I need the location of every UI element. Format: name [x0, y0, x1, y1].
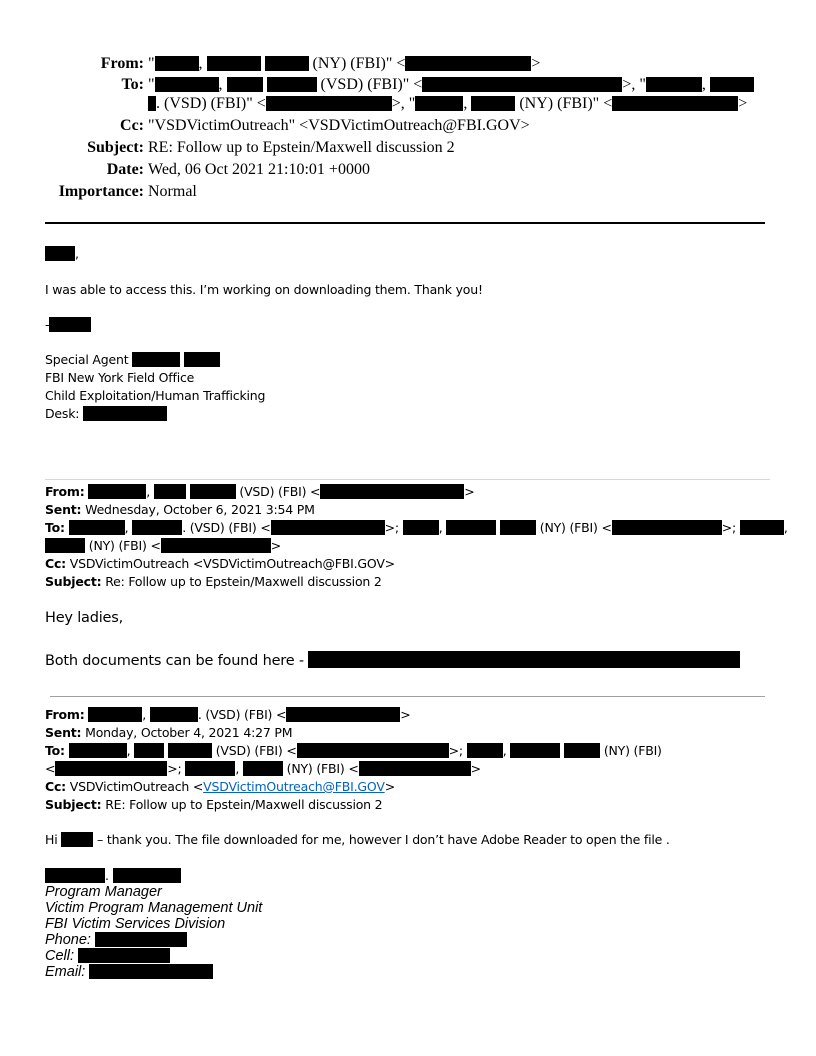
msg3-subject: Subject: RE: Follow up to Epstein/Maxwell discussion 2	[45, 797, 383, 812]
msg3-to-line2: < >; , (NY) (FBI) < >	[45, 761, 481, 776]
redaction	[359, 761, 471, 776]
redaction	[500, 520, 536, 535]
redaction	[510, 743, 560, 758]
redaction	[190, 484, 236, 499]
redaction	[185, 761, 235, 776]
redaction	[132, 520, 182, 535]
redaction	[55, 761, 167, 776]
from-text: (NY) (FBI)" <	[312, 55, 406, 72]
redaction	[405, 56, 531, 71]
from-label: From:	[100, 55, 144, 72]
msg2-greeting: Hey ladies,	[45, 610, 124, 626]
redaction	[154, 484, 186, 499]
msg3-sent: Sent: Monday, October 4, 2021 4:27 PM	[45, 725, 293, 740]
redaction	[267, 77, 317, 92]
redaction	[403, 520, 439, 535]
to-text: . (VSD) (FBI)" <	[156, 95, 266, 112]
sig-phone: Phone:	[45, 932, 187, 948]
to-value-line1: " , (VSD) (FBI)" < >, " ,	[148, 76, 754, 94]
cc-value: "VSDVictimOutreach" <VSDVictimOutreach@FBI.GOV>	[148, 117, 530, 134]
redaction	[161, 538, 271, 553]
redaction	[113, 868, 181, 883]
msg3-to-line1: To: , (VSD) (FBI) < >; , (NY) (FBI)	[45, 743, 662, 758]
msg3-body: Hi – thank you. The file downloaded for me, however I don’t have Adobe Reader to open the file .	[45, 832, 670, 847]
redaction	[646, 77, 702, 92]
redaction	[168, 743, 212, 758]
from-value: " , (NY) (FBI)" < >	[148, 55, 541, 72]
redaction	[297, 743, 449, 758]
redaction	[271, 520, 385, 535]
message-divider	[50, 696, 765, 697]
redaction	[148, 96, 156, 111]
redaction	[88, 707, 142, 722]
redaction	[155, 77, 219, 92]
redaction	[564, 743, 600, 758]
subject-value: RE: Follow up to Epstein/Maxwell discussion 2	[148, 139, 455, 156]
sig-unit: Child Exploitation/Human Trafficking	[45, 388, 266, 403]
msg2-subject: Subject: Re: Follow up to Epstein/Maxwell discussion 2	[45, 574, 382, 589]
msg2-to-line2: (NY) (FBI) < >	[45, 538, 281, 553]
redaction	[184, 352, 220, 367]
sig-office: FBI New York Field Office	[45, 370, 195, 385]
redaction	[45, 246, 75, 261]
redaction	[612, 520, 722, 535]
salutation: ,	[45, 246, 79, 261]
to-text: (NY) (FBI)" <	[519, 95, 613, 112]
sig-title: Program Manager	[45, 884, 162, 900]
redaction	[45, 868, 105, 883]
redaction	[243, 761, 283, 776]
redaction	[446, 520, 496, 535]
msg2-to-line1: To: , . (VSD) (FBI) < >; , (NY) (FBI) < >; ,	[45, 520, 788, 535]
msg3-from: From: , . (VSD) (FBI) < >	[45, 707, 411, 722]
sig-desk: Desk:	[45, 406, 167, 421]
importance-label: Importance:	[58, 183, 144, 200]
reply-body: I was able to access this. I’m working on downloading them. Thank you!	[45, 282, 483, 297]
redaction	[45, 538, 85, 553]
redaction	[467, 743, 503, 758]
to-label: To:	[121, 76, 144, 93]
reply-signoff: -	[45, 317, 91, 332]
redaction	[320, 484, 464, 499]
redaction	[132, 352, 180, 367]
email-link[interactable]: VSDVictimOutreach@FBI.GOV	[203, 779, 385, 794]
to-text: (VSD) (FBI)" <	[320, 76, 423, 93]
redaction	[227, 77, 263, 92]
redaction	[422, 77, 622, 92]
sig-email: Email:	[45, 964, 213, 980]
msg3-cc: Cc: VSDVictimOutreach <VSDVictimOutreach@FBI.GOV>	[45, 779, 395, 794]
redaction	[61, 832, 93, 847]
redaction	[49, 317, 91, 332]
redaction	[83, 406, 167, 421]
redaction	[612, 96, 738, 111]
sig-title: Special Agent	[45, 352, 220, 367]
subject-label: Subject:	[87, 139, 144, 156]
redaction	[286, 707, 400, 722]
sig-unit: Victim Program Management Unit	[45, 900, 263, 916]
redaction	[471, 96, 515, 111]
redaction	[88, 484, 146, 499]
redaction	[308, 651, 740, 668]
redaction	[415, 96, 463, 111]
redaction	[265, 56, 309, 71]
importance-value: Normal	[148, 183, 197, 200]
redaction	[155, 56, 199, 71]
redaction	[69, 520, 125, 535]
msg2-sent: Sent: Wednesday, October 6, 2021 3:54 PM	[45, 502, 315, 517]
to-value-line2: . (VSD) (FBI)" < >, " , (NY) (FBI)" < >	[148, 95, 747, 113]
date-label: Date:	[106, 161, 144, 178]
sig-division: FBI Victim Services Division	[45, 916, 226, 932]
sig-cell: Cell:	[45, 948, 170, 964]
redaction	[150, 707, 198, 722]
redaction	[95, 932, 187, 947]
msg2-cc: Cc: VSDVictimOutreach <VSDVictimOutreach@FBI.GOV>	[45, 556, 395, 571]
msg2-from: From: , (VSD) (FBI) < >	[45, 484, 475, 499]
redaction	[69, 743, 127, 758]
header-divider	[45, 222, 765, 224]
redaction	[710, 77, 754, 92]
cc-label: Cc:	[120, 117, 144, 134]
message-divider	[45, 479, 770, 480]
date-value: Wed, 06 Oct 2021 21:10:01 +0000	[148, 161, 370, 178]
redaction	[266, 96, 392, 111]
msg3-sig-name: .	[45, 868, 181, 883]
redaction	[89, 964, 213, 979]
msg2-body: Both documents can be found here -	[45, 651, 740, 669]
redaction	[78, 948, 170, 963]
redaction	[207, 56, 261, 71]
redaction	[740, 520, 784, 535]
redaction	[134, 743, 164, 758]
